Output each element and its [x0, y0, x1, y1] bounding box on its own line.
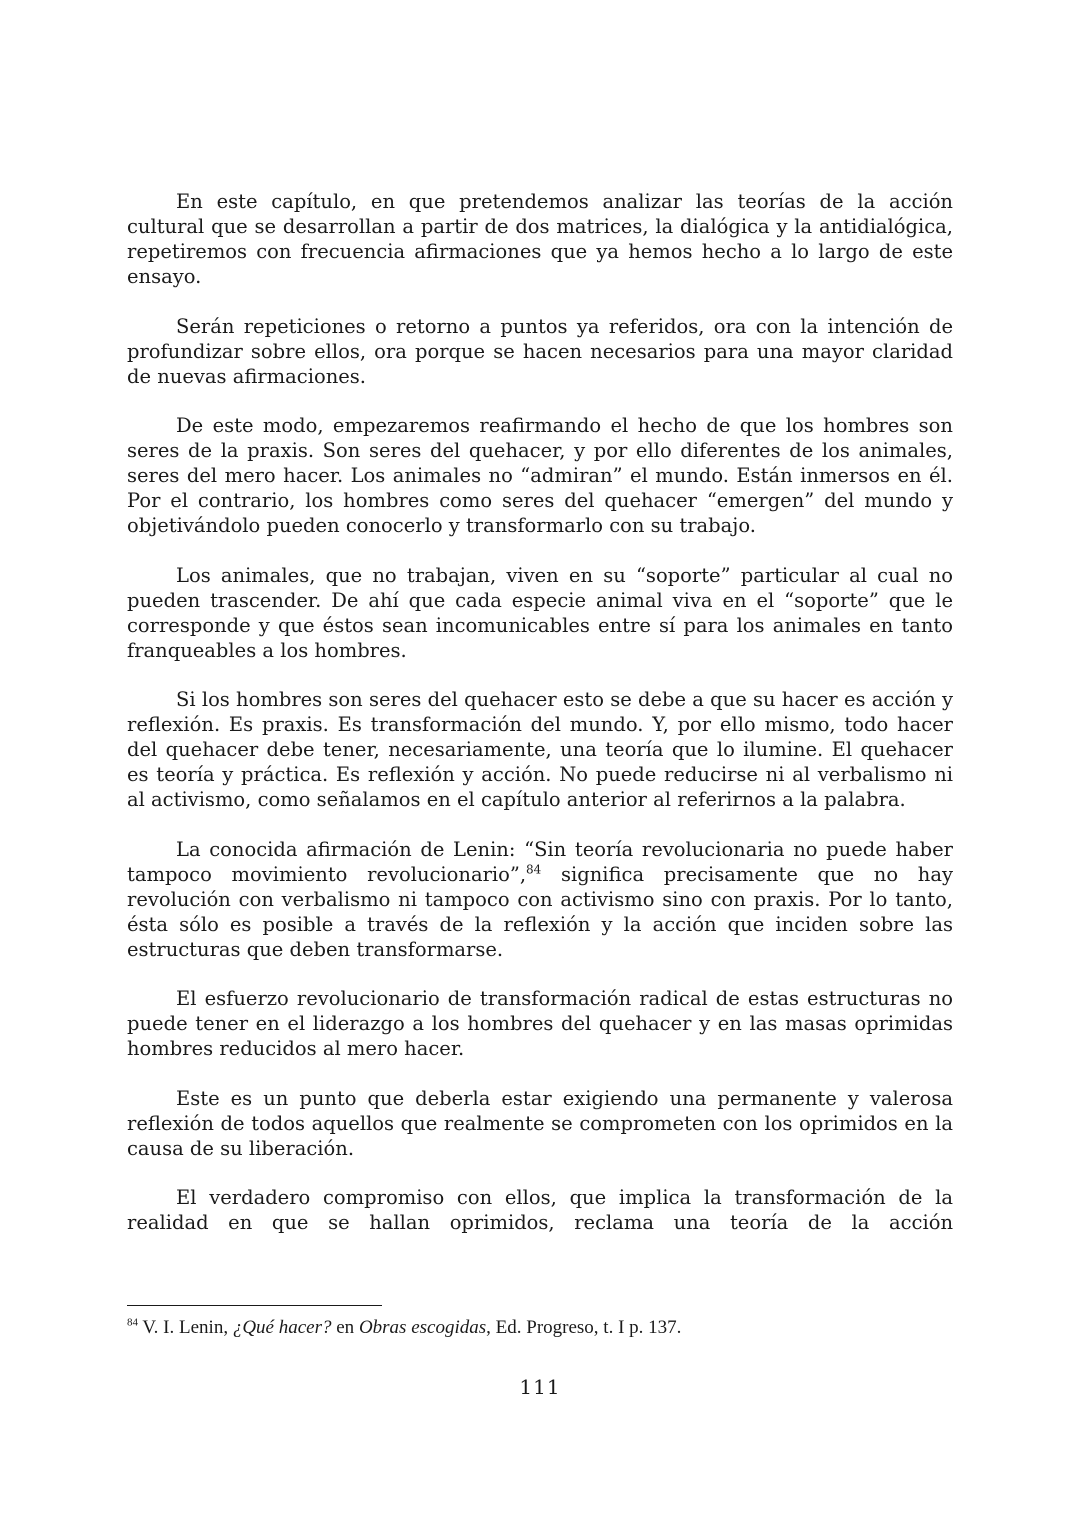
- paragraph-9: El verdadero compromiso con ellos, que implica la transformación de la realidad en que se hallan oprimidos, reclama una teoría de la acción: [127, 1186, 953, 1234]
- page-number: 111: [519, 1375, 561, 1399]
- footnote-number: 84: [127, 1316, 138, 1329]
- paragraph-5: Si los hombres son seres del quehacer esto se debe a que su hacer es acción y reflexión. Es praxis. Es transformación del mundo. Y, por ello mismo, todo hacer del quehacer debe tener, necesariamente, una teoría que lo ilumine. El quehacer es teoría y práctica. Es reflexión y acción. No puede reducirse ni al verbalismo ni al activismo, como señalamos en el capítulo anterior al referirnos a la palabra.: [127, 688, 953, 811]
- lenin-quote-text: La conocida afirmación de Lenin: “Sin teoría revolucionaria no puede haber tampoco movimiento revolucionario”,: [127, 837, 953, 886]
- lenin-paragraph-continuation: significa precisamente que no hay revolución con verbalismo ni tampoco con activismo sino con praxis. Por lo tanto, ésta sólo es posible a través de la reflexión y la acción que inciden sobre las estructuras que deben transformarse.: [127, 862, 953, 961]
- paragraph-8: Este es un punto que deberla estar exigiendo una permanente y valerosa reflexión de todos aquellos que realmente se comprometen con los oprimidos en la causa de su liberación.: [127, 1086, 953, 1160]
- footnote-publisher: , Ed. Progreso, t. I p. 137.: [486, 1317, 682, 1338]
- footnote-divider: [127, 1305, 382, 1306]
- footnote: [127, 1316, 953, 1340]
- footnote-author: V. I. Lenin,: [138, 1317, 233, 1338]
- body-text: [127, 189, 953, 1260]
- paragraph-3: De este modo, empezaremos reafirmando el hecho de que los hombres son seres de la praxis. Son seres del quehacer, y por ello diferentes de los animales, seres del mero hacer. Los animales no “admiran” el mundo. Están inmersos en él. Por el contrario, los hombres como seres del quehacer “emergen” del mundo y objetivándolo pueden conocerlo y transformarlo con su trabajo.: [127, 414, 953, 537]
- paragraph-2: Serán repeticiones o retorno a puntos ya referidos, ora con la intención de profundizar sobre ellos, ora porque se hacen necesarios para una mayor claridad de nuevas afirmaciones.: [127, 314, 953, 388]
- footnote-collection-title: Obras escogidas: [358, 1317, 487, 1338]
- paragraph-6-lenin: [127, 837, 953, 962]
- paragraph-7: El esfuerzo revolucionario de transformación radical de estas estructuras no puede tener en el liderazgo a los hombres del quehacer y en las masas oprimidas hombres reducidos al mero hacer.: [127, 987, 953, 1060]
- footnote-reference[interactable]: 84: [526, 862, 542, 876]
- paragraph-1: En este capítulo, en que pretendemos analizar las teorías de la acción cultural que se desarrollan a partir de dos matrices, la dialógica y la antidialógica, repetiremos con frecuencia afirmaciones que ya hemos hecho a lo largo de este ensayo.: [127, 190, 953, 288]
- paragraph-4: Los animales, que no trabajan, viven en su “soporte” particular al cual no pueden trascender. De ahí que cada especie animal viva en el “soporte” que le corresponde y que éstos sean incomunicables entre sí para los animales en tanto franqueables a los hombres.: [127, 563, 953, 662]
- footnote-connector: en: [331, 1317, 359, 1338]
- footnote-work-title: ¿Qué hacer?: [232, 1317, 332, 1338]
